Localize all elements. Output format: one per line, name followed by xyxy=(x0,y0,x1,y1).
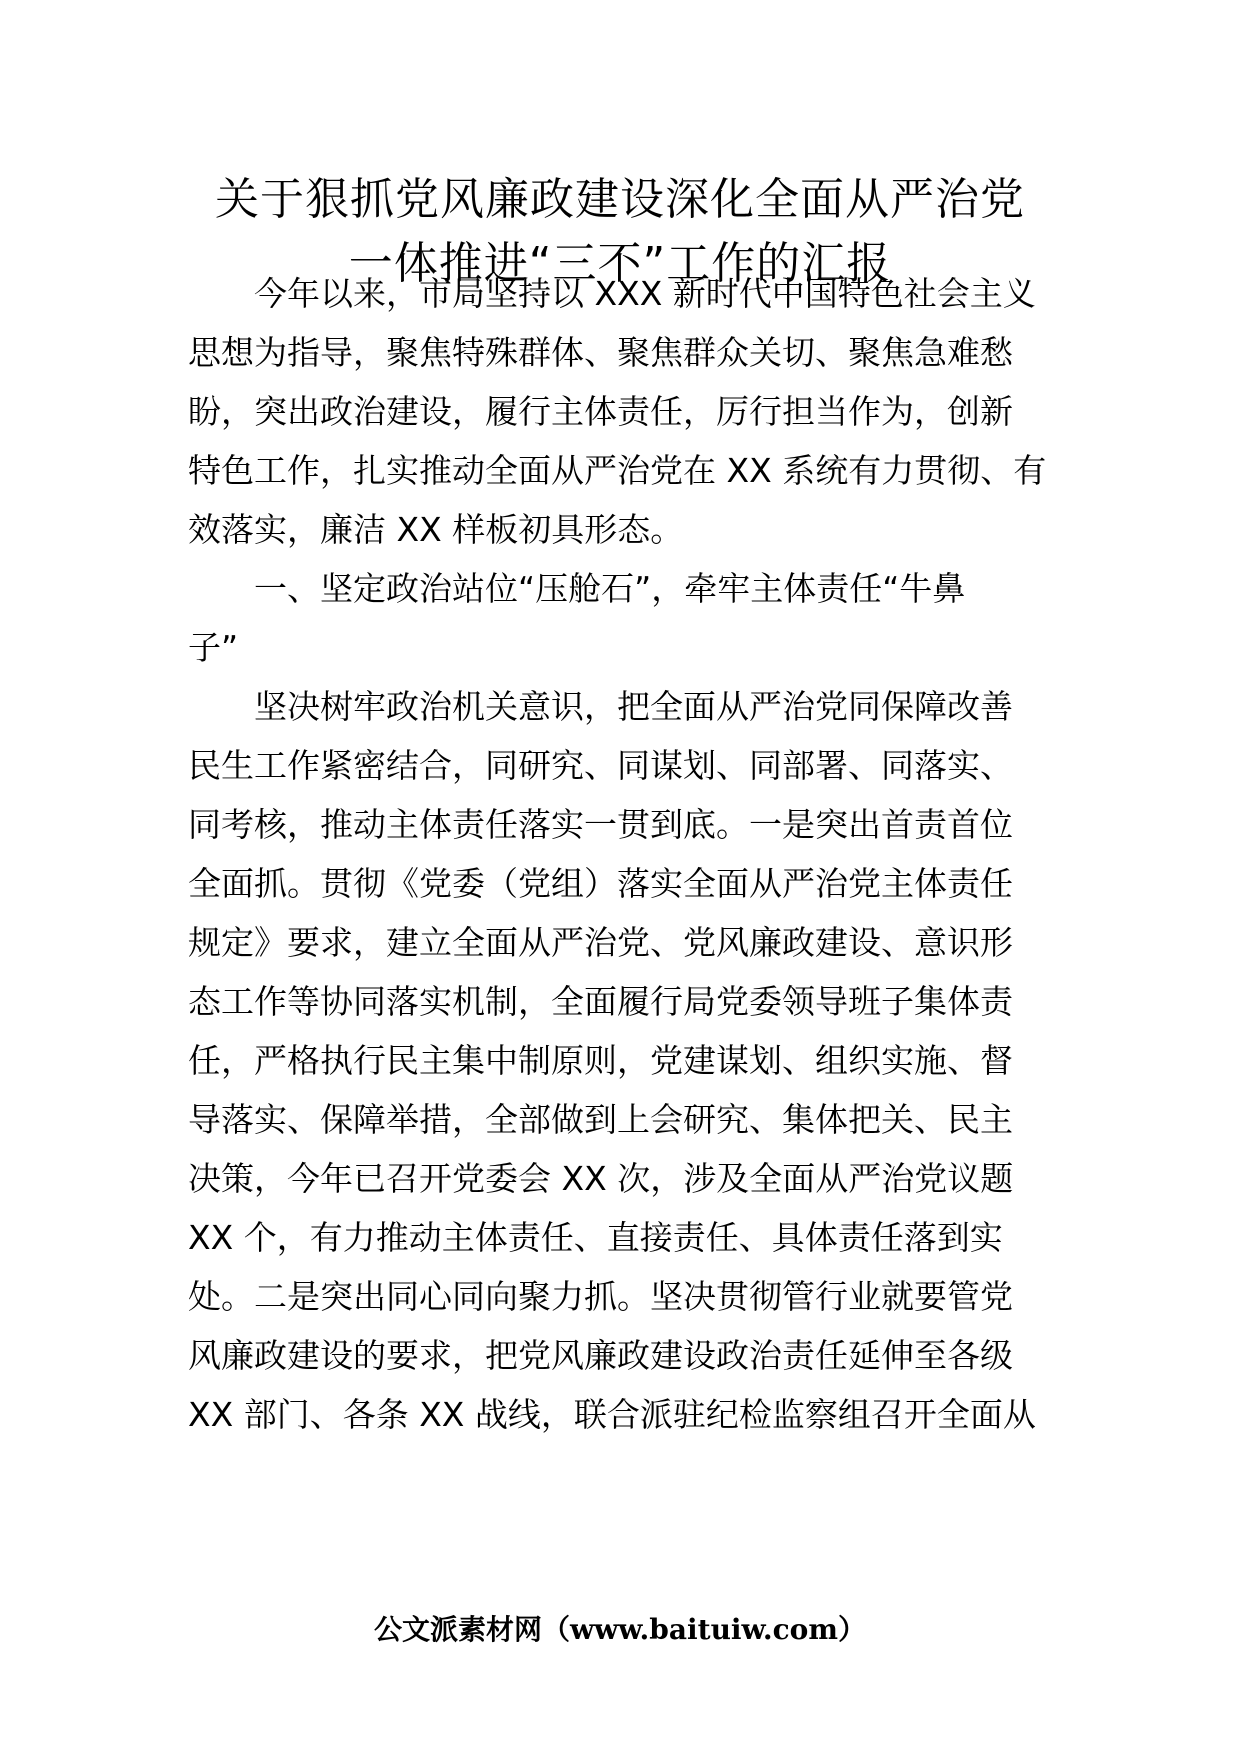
body-line: 全面抓。贯彻《党委（党组）落实全面从严治党主体责任 xyxy=(188,864,1013,903)
body-line: 盼，突出政治建设，履行主体责任，厉行担当作为，创新 xyxy=(188,392,1013,431)
section-heading-line: 一、坚定政治站位“压舱石”，牵牢主体责任“牛鼻 xyxy=(188,569,966,608)
body-line: 导落实、保障举措，全部做到上会研究、集体把关、民主 xyxy=(188,1100,1013,1139)
body-line: 民生工作紧密结合，同研究、同谋划、同部署、同落实、 xyxy=(188,746,1013,785)
footer-source-watermark: 公文派素材网（www.baituiw.com） xyxy=(374,1613,866,1646)
body-line: XX 部门、各条 XX 战线，联合派驻纪检监察组召开全面从 xyxy=(188,1395,1036,1434)
body-line: 坚决树牢政治机关意识，把全面从严治党同保障改善 xyxy=(188,687,1013,726)
body-line: 决策，今年已召开党委会 XX 次，涉及全面从严治党议题 xyxy=(188,1159,1014,1198)
body-line: 特色工作，扎实推动全面从严治党在 XX 系统有力贯彻、有 xyxy=(188,451,1047,490)
section-heading-line: 子” xyxy=(188,628,239,667)
document-title-line-2: 一体推进“三不”工作的汇报 xyxy=(348,238,892,289)
body-line: 任，严格执行民主集中制原则，党建谋划、组织实施、督 xyxy=(188,1041,1013,1080)
document-title-line-1: 关于狠抓党风廉政建设深化全面从严治党 xyxy=(215,174,1025,225)
body-line: 思想为指导，聚焦特殊群体、聚焦群众关切、聚焦急难愁 xyxy=(188,333,1013,372)
body-line: 处。二是突出同心同向聚力抓。坚决贯彻管行业就要管党 xyxy=(188,1277,1013,1316)
body-line: 风廉政建设的要求，把党风廉政建设政治责任延伸至各级 xyxy=(188,1336,1013,1375)
body-line: 效落实，廉洁 XX 样板初具形态。 xyxy=(188,510,684,549)
body-line: 今年以来，市局坚持以 XXX 新时代中国特色社会主义 xyxy=(188,274,1036,313)
body-line: 态工作等协同落实机制，全面履行局党委领导班子集体责 xyxy=(188,982,1013,1021)
body-line: XX 个，有力推动主体责任、直接责任、具体责任落到实 xyxy=(188,1218,1003,1257)
body-line: 同考核，推动主体责任落实一贯到底。一是突出首责首位 xyxy=(188,805,1013,844)
body-line: 规定》要求，建立全面从严治党、党风廉政建设、意识形 xyxy=(188,923,1013,962)
